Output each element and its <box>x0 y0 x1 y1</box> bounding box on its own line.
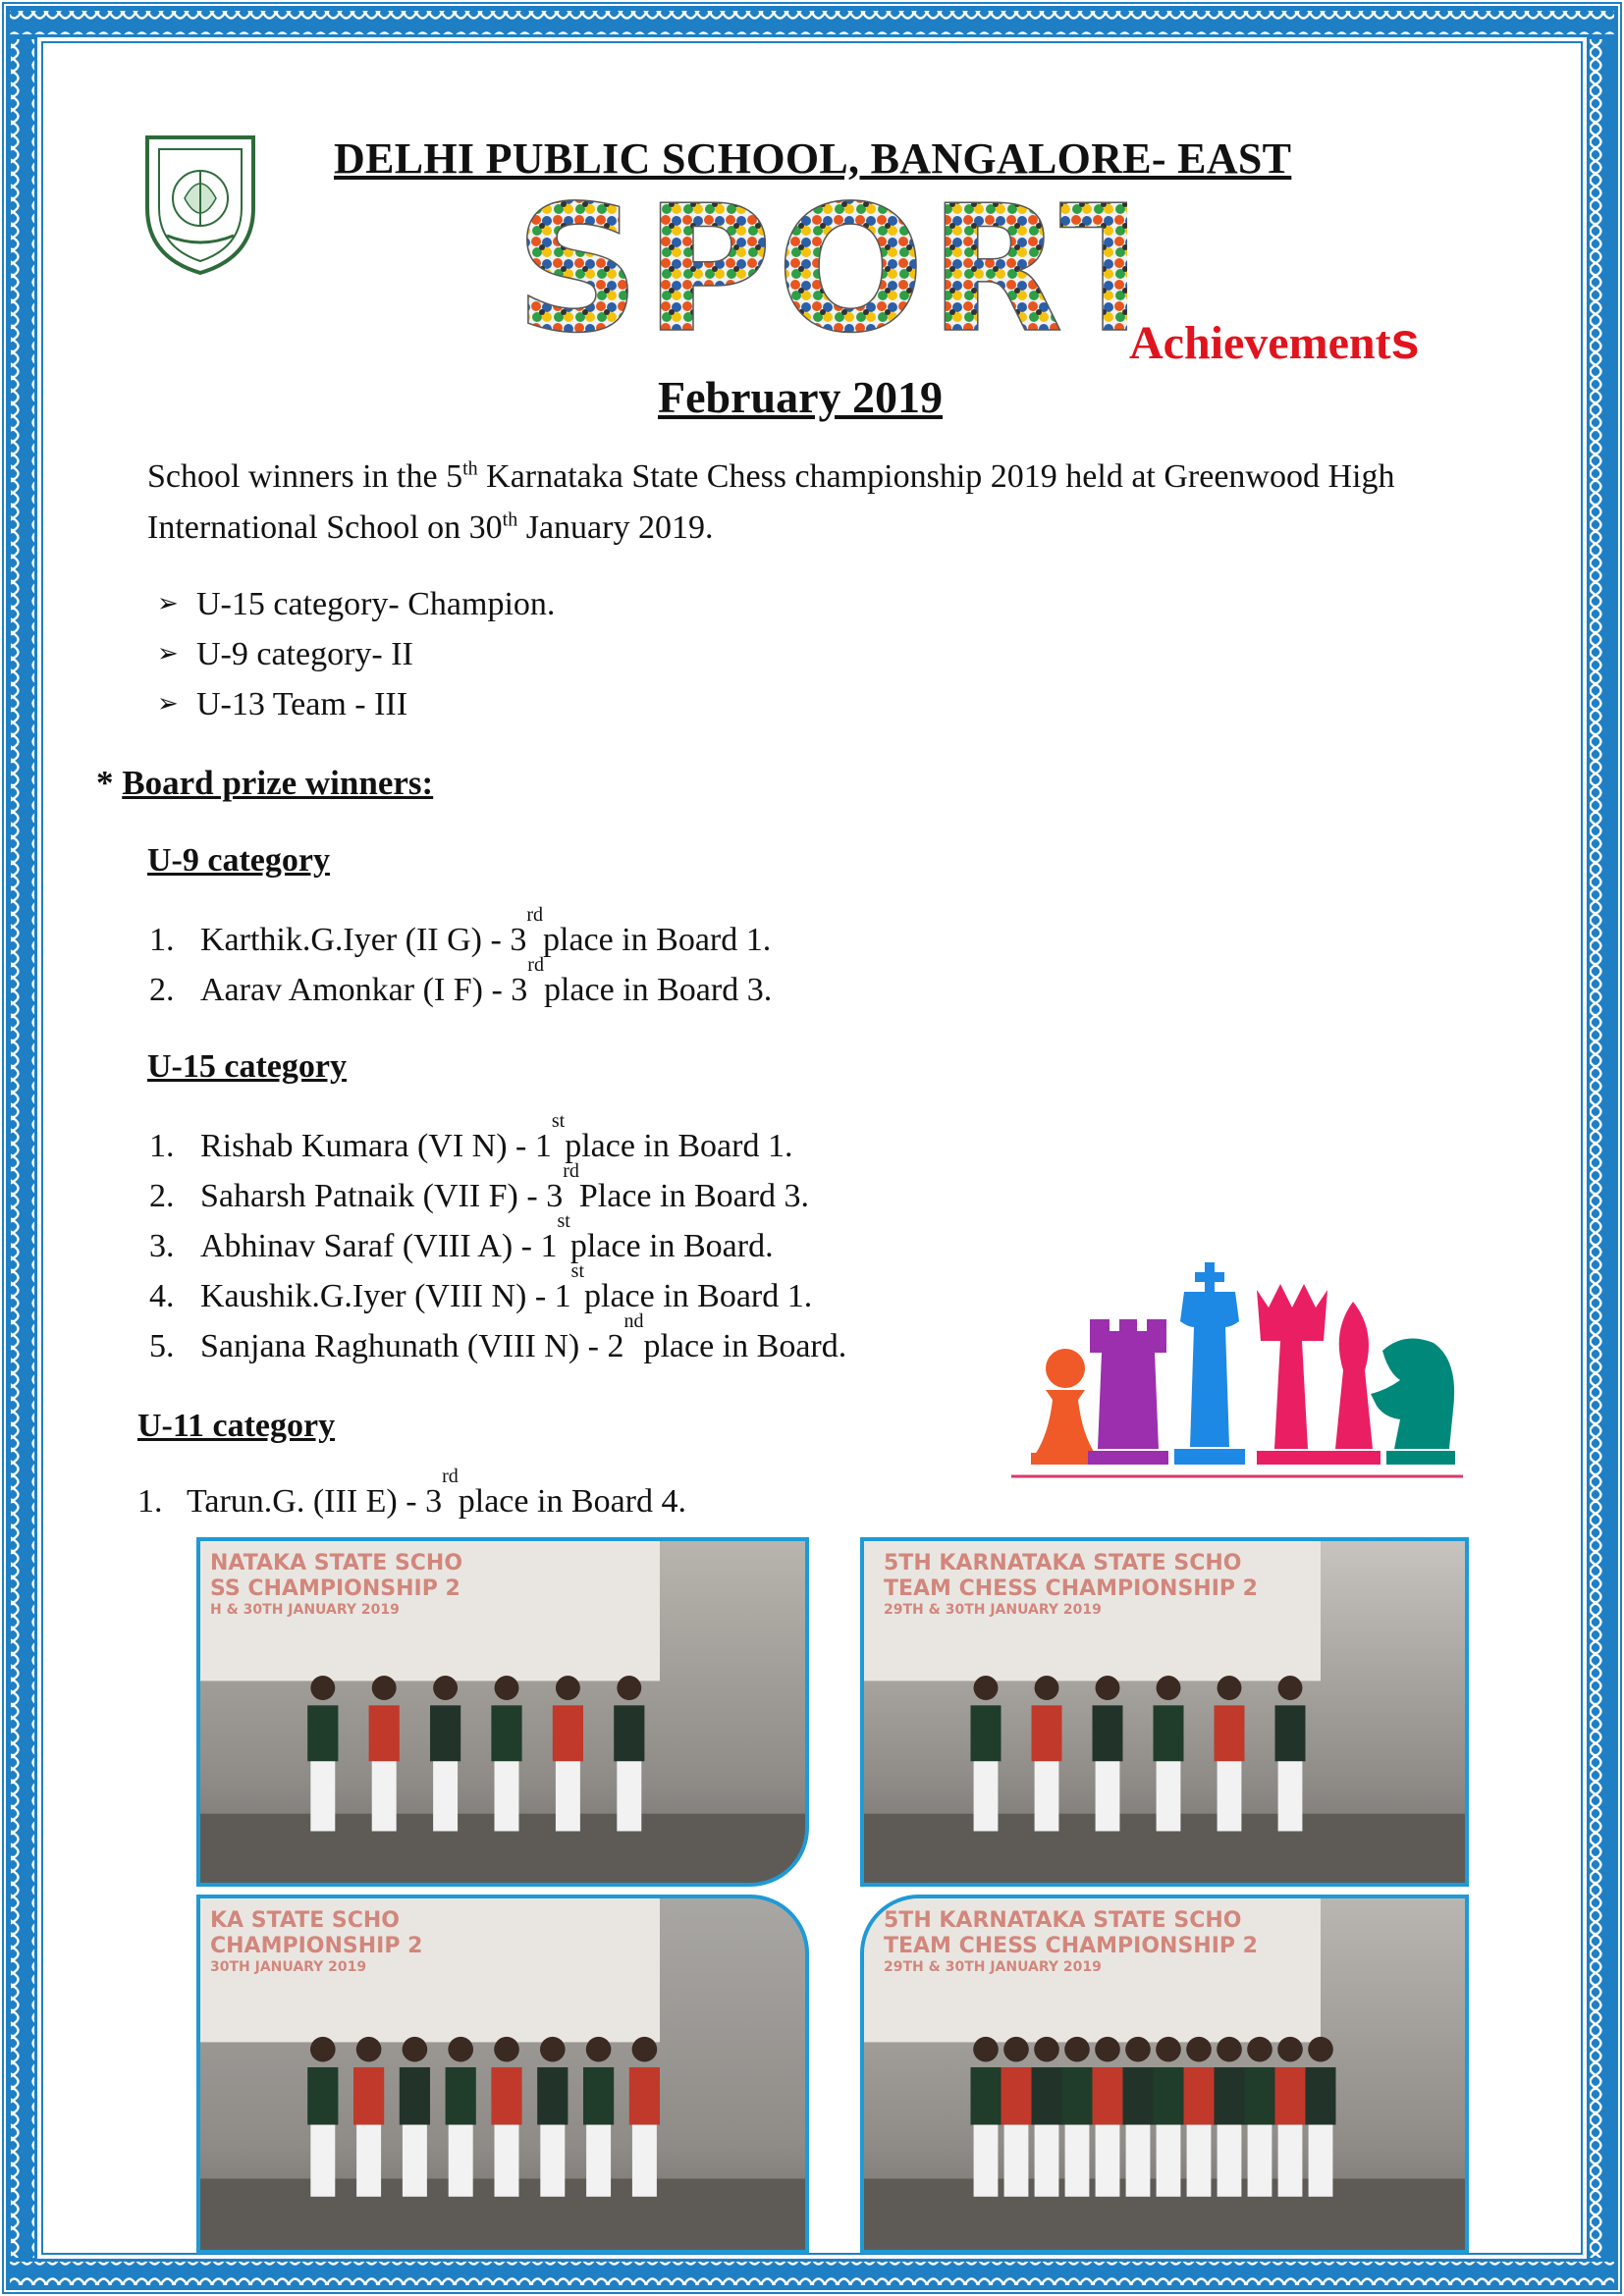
person-body <box>1093 2067 1123 2125</box>
photo-banner-text: TEAM CHESS CHAMPIONSHIP 2 <box>884 1934 1258 1958</box>
person-legs <box>1035 2125 1059 2197</box>
school-name: DELHI PUBLIC SCHOOL, BANGALORE- EAST <box>334 134 1292 183</box>
person-body <box>1184 2067 1215 2125</box>
photo-banner-text: 5TH KARNATAKA STATE SCHO <box>884 1551 1242 1575</box>
person-legs <box>1157 1761 1181 1831</box>
person-head <box>495 1676 519 1700</box>
person-body <box>1062 2067 1093 2125</box>
person-legs <box>1126 2125 1151 2197</box>
person-head <box>556 1676 580 1700</box>
person-legs <box>1157 2125 1181 2197</box>
person-head <box>1034 2037 1059 2062</box>
person-body <box>553 1705 583 1761</box>
list-item: 5. Sanjana Raghunath (VIII N) - 2 nd place in Board. <box>149 1310 847 1364</box>
person-body <box>1275 2067 1306 2125</box>
person-body <box>1123 2067 1154 2125</box>
list-item: 1. Karthik.G.Iyer (II G) - 3 rd place in Board 1. <box>149 904 772 958</box>
person-legs <box>1096 1761 1120 1831</box>
person-body <box>369 1705 400 1761</box>
person-legs <box>449 2125 473 2197</box>
u11-list <box>137 1466 687 1526</box>
person-legs <box>1035 1761 1059 1831</box>
person-head <box>1096 1676 1120 1700</box>
person-body <box>430 1705 460 1761</box>
list-item: 2. Saharsh Patnaik (VII F) - 3 rd Place in Board 3. <box>149 1160 810 1214</box>
photo-banner-text: H & 30TH JANUARY 2019 <box>210 1602 400 1618</box>
person-legs <box>310 2125 335 2197</box>
results-list <box>157 579 555 729</box>
person-head <box>1095 2037 1120 2062</box>
person-head <box>586 2037 612 2062</box>
month-heading: February 2019 <box>658 372 944 422</box>
person-body <box>353 2067 384 2125</box>
person-legs <box>356 2125 381 2197</box>
person-legs <box>1248 2125 1272 2197</box>
list-item: 2. Aarav Amonkar (I F) - 3 rd place in Board 3. <box>149 954 773 1008</box>
person-legs <box>1187 2125 1212 2197</box>
person-body <box>629 2067 660 2125</box>
u15-category-heading: U-15 category <box>147 1048 347 1085</box>
svg-text:SPORTS: SPORT <box>514 192 1127 351</box>
sports-balls-text-icon <box>509 192 1127 351</box>
person-legs <box>1096 2125 1120 2197</box>
person-legs <box>586 2125 611 2197</box>
person-head <box>372 1676 397 1700</box>
list-item: 1. Rishab Kumara (VI N) - 1 st place in Board 1. <box>149 1110 793 1164</box>
person-legs <box>1309 2125 1333 2197</box>
person-legs <box>495 2125 519 2197</box>
u9-list <box>149 904 773 1015</box>
board-prize-heading: * Board prize winners: <box>96 764 434 802</box>
person-head <box>403 2037 428 2062</box>
person-legs <box>556 1761 580 1831</box>
person-legs <box>403 2125 427 2197</box>
person-body <box>307 1705 338 1761</box>
person-head <box>1217 2037 1242 2062</box>
chess-graphic <box>1011 1262 1463 1484</box>
person-legs <box>310 1761 335 1831</box>
event-photo-3 <box>196 1895 809 2254</box>
person-body <box>446 2067 476 2125</box>
u11-category-heading: U-11 category <box>137 1408 336 1444</box>
photo-banner-text: 5TH KARNATAKA STATE SCHO <box>884 1908 1242 1933</box>
list-item: ➢ U-13 Team - III <box>157 679 555 729</box>
person-legs <box>495 1761 519 1831</box>
photo-banner-text: SS CHAMPIONSHIP 2 <box>210 1576 460 1601</box>
person-head <box>1247 2037 1272 2062</box>
chess-pieces-icon <box>1011 1262 1463 1484</box>
event-photo-4 <box>860 1895 1469 2254</box>
person-body <box>1306 2067 1336 2125</box>
event-photo-2 <box>860 1537 1469 1887</box>
person-head <box>494 2037 519 2062</box>
person-legs <box>1218 1761 1242 1831</box>
list-item: ➢ U-15 category- Champion. <box>157 579 555 629</box>
person-head <box>1186 2037 1212 2062</box>
person-head <box>973 2037 999 2062</box>
person-head <box>1003 2037 1029 2062</box>
person-body <box>1154 2067 1184 2125</box>
person-body <box>1215 1705 1245 1761</box>
person-head <box>1156 2037 1181 2062</box>
person-body <box>491 1705 521 1761</box>
person-head <box>310 2037 336 2062</box>
person-head <box>1308 2037 1333 2062</box>
person-legs <box>974 1761 999 1831</box>
photo-banner-text: 30TH JANUARY 2019 <box>210 1959 367 1975</box>
person-legs <box>974 2125 999 2197</box>
person-head <box>310 1676 335 1700</box>
person-body <box>537 2067 568 2125</box>
person-body <box>614 1705 644 1761</box>
person-head <box>1277 2037 1303 2062</box>
person-head <box>1218 1676 1242 1700</box>
person-legs <box>1278 2125 1303 2197</box>
photo-banner-text: CHAMPIONSHIP 2 <box>210 1934 423 1958</box>
person-head <box>617 1676 641 1700</box>
person-legs <box>632 2125 657 2197</box>
person-legs <box>1278 1761 1303 1831</box>
school-logo <box>137 130 263 277</box>
person-head <box>540 2037 566 2062</box>
person-head <box>1035 1676 1059 1700</box>
person-head <box>433 1676 458 1700</box>
person-body <box>583 2067 614 2125</box>
u9-category-heading: U-9 category <box>147 842 330 879</box>
photo-banner-text: TEAM CHESS CHAMPIONSHIP 2 <box>884 1576 1258 1601</box>
person-body <box>1245 2067 1275 2125</box>
person-head <box>1278 1676 1303 1700</box>
photo-banner-text: KA STATE SCHO <box>210 1908 400 1933</box>
list-item: 4. Kaushik.G.Iyer (VIII N) - 1 st place in Board 1. <box>149 1260 813 1314</box>
arrow-bullet-icon: ➢ <box>157 689 179 719</box>
person-body <box>491 2067 521 2125</box>
person-body <box>1093 1705 1123 1761</box>
person-head <box>1157 1676 1181 1700</box>
photo-banner-text: 29TH & 30TH JANUARY 2019 <box>884 1959 1102 1975</box>
person-head <box>632 2037 658 2062</box>
achievements-title: Achievements <box>1129 313 1420 370</box>
u15-list <box>149 1110 847 1371</box>
person-body <box>1001 2067 1032 2125</box>
person-body <box>971 1705 1001 1761</box>
person-body <box>400 2067 430 2125</box>
person-head <box>974 1676 999 1700</box>
photo-banner-text: NATAKA STATE SCHO <box>210 1551 463 1575</box>
arrow-bullet-icon: ➢ <box>157 589 179 618</box>
person-body <box>1032 2067 1062 2125</box>
list-item: ➢ U-9 category- II <box>157 629 555 679</box>
sports-banner <box>509 192 1127 351</box>
person-body <box>1215 2067 1245 2125</box>
intro-paragraph: School winners in the 5th Karnataka State Chess championship 2019 held at Greenwood High International School on 30th January 2019. <box>147 457 1395 546</box>
list-item: 1. Tarun.G. (III E) - 3 rd place in Board 4. <box>137 1466 687 1520</box>
person-body <box>971 2067 1001 2125</box>
list-item: 3. Abhinav Saraf (VIII A) - 1 st place in Board. <box>149 1210 774 1264</box>
person-head <box>448 2037 473 2062</box>
person-legs <box>433 1761 458 1831</box>
person-legs <box>617 1761 641 1831</box>
person-legs <box>1065 2125 1090 2197</box>
person-legs <box>1004 2125 1029 2197</box>
person-head <box>1125 2037 1151 2062</box>
person-body <box>1275 1705 1306 1761</box>
person-body <box>1154 1705 1184 1761</box>
person-head <box>1064 2037 1090 2062</box>
person-body <box>307 2067 338 2125</box>
event-photo-1 <box>196 1537 809 1887</box>
person-legs <box>1218 2125 1242 2197</box>
school-crest-icon <box>137 130 263 277</box>
person-body <box>1032 1705 1062 1761</box>
photo-banner-text: 29TH & 30TH JANUARY 2019 <box>884 1602 1102 1618</box>
person-head <box>356 2037 382 2062</box>
person-legs <box>540 2125 565 2197</box>
arrow-bullet-icon: ➢ <box>157 639 179 668</box>
person-legs <box>372 1761 397 1831</box>
